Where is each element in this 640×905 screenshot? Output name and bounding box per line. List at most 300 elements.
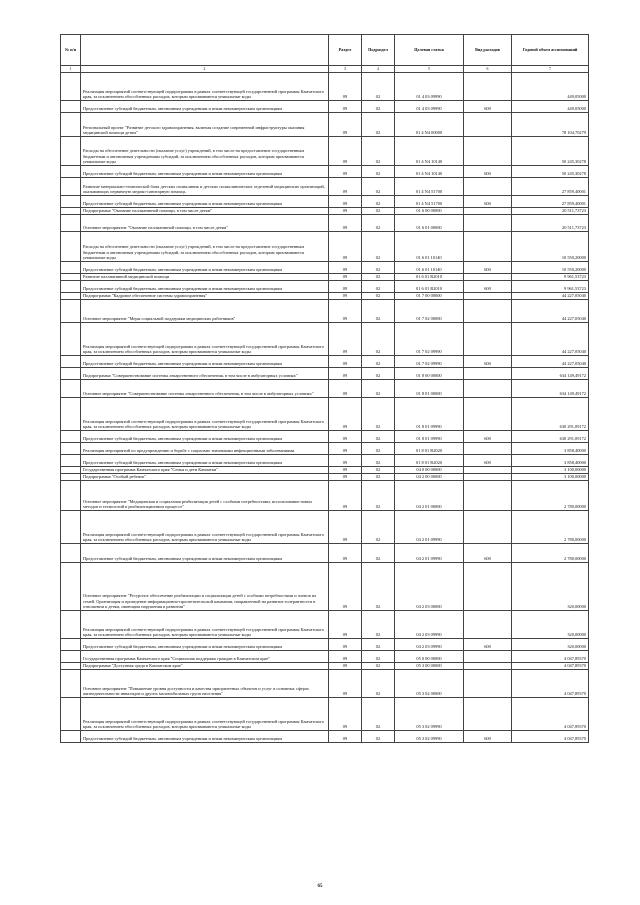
row-target-article: 01 8 01 R2020	[395, 455, 464, 467]
row-subsection: 02	[362, 431, 395, 443]
row-amount: 4 047,89370	[512, 731, 589, 743]
row-target-article: 01 6 01 R2010	[395, 274, 464, 281]
row-expense-type: 600	[464, 101, 512, 113]
row-number	[61, 398, 81, 431]
row-name: Региональный проект "Развитие детского здравоохранения, включая создание современной инфраструктуры оказания медицинской помощи детям"	[81, 113, 329, 137]
row-subsection: 02	[362, 474, 395, 481]
row-expense-type	[464, 651, 512, 663]
row-name: Реализация мероприятий соответствующей подпрограммы в рамках соответствующей государственной программы Камчатского края, за исключением обособленных расходов, которым присваиваются уникальные коды	[81, 611, 329, 639]
row-target-article: 01 4 N4 51700	[395, 178, 464, 196]
row-amount: 4 047,89370	[512, 670, 589, 698]
row-amount: 4 047,89370	[512, 663, 589, 670]
row-number	[61, 544, 81, 563]
col-header-section: Раздел	[329, 35, 362, 66]
row-section: 09	[329, 113, 362, 137]
row-amount: 2 780,00000	[512, 511, 589, 544]
row-section: 09	[329, 639, 362, 651]
row-name: Основное мероприятие "Оказание паллиативной помощи, в том числе детям"	[81, 215, 329, 232]
row-amount: 2 780,00000	[512, 481, 589, 511]
row-subsection: 02	[362, 544, 395, 563]
row-expense-type	[464, 698, 512, 731]
row-name: Реализация мероприятий соответствующей подпрограммы в рамках соответствующей государственной программы Камчатского края, за исключением обособленных расходов, которым присваиваются уникальные коды	[81, 398, 329, 431]
row-expense-type	[464, 368, 512, 380]
row-subsection: 02	[362, 356, 395, 368]
table-row	[61, 356, 589, 368]
row-expense-type	[464, 323, 512, 356]
row-name: Основное мероприятие "Совершенствование системы лекарственного обеспечения, в том числе в амбулаторных условиях"	[81, 380, 329, 398]
col-header-name	[81, 35, 329, 66]
row-number	[61, 196, 81, 208]
row-amount: 44 227,05040	[512, 300, 589, 323]
row-amount: 3 100,00000	[512, 467, 589, 474]
row-subsection: 02	[362, 651, 395, 663]
row-section: 09	[329, 368, 362, 380]
row-target-article: 01 7 02 00000	[395, 300, 464, 323]
column-number-row	[61, 66, 589, 73]
row-target-article: 04 2 03 00000	[395, 563, 464, 611]
row-expense-type	[464, 481, 512, 511]
row-expense-type	[464, 137, 512, 166]
row-target-article: 01 4 03 09990	[395, 101, 464, 113]
col-header-annual-amount: Годовой объем ассигнований	[512, 35, 589, 66]
row-subsection: 02	[362, 281, 395, 293]
row-amount: 10 550,20000	[512, 232, 589, 262]
row-expense-type: 600	[464, 166, 512, 178]
table-row	[61, 455, 589, 467]
row-section: 09	[329, 215, 362, 232]
row-amount: 78 104,70279	[512, 113, 589, 137]
row-amount: 50 245,30278	[512, 137, 589, 166]
row-target-article: 01 6 01 10140	[395, 232, 464, 262]
row-amount: 3 858,40000	[512, 443, 589, 455]
row-number	[61, 262, 81, 274]
row-name: Предоставление субсидий бюджетным, автономным учреждениям и иным некоммерческим организациям	[81, 101, 329, 113]
row-amount: 20 511,73723	[512, 215, 589, 232]
row-amount: 3 858,40000	[512, 455, 589, 467]
row-target-article: 01 8 01 09990	[395, 398, 464, 431]
row-section: 09	[329, 698, 362, 731]
page-number: 65	[317, 884, 323, 889]
row-target-article: 01 6 01 10140	[395, 262, 464, 274]
row-target-article: 04 2 01 00000	[395, 481, 464, 511]
row-section: 09	[329, 481, 362, 511]
row-name: Подпрограмма "Кадровое обеспечение системы здравоохранения"	[81, 293, 329, 300]
row-expense-type	[464, 398, 512, 431]
row-number	[61, 443, 81, 455]
budget-page	[60, 34, 588, 743]
row-name: Развитие материально-технической базы детских поликлиник и детских поликлинических отделений медицинских организаций, оказывающих первичную медико-санитарную помощь	[81, 178, 329, 196]
row-expense-type	[464, 474, 512, 481]
row-expense-type	[464, 611, 512, 639]
row-target-article: 05 3 02 09990	[395, 731, 464, 743]
row-expense-type: 600	[464, 196, 512, 208]
row-section: 09	[329, 474, 362, 481]
row-name: Расходы на обеспечение деятельности (оказание услуг) учреждений, в том числе на предоставление государственным бюджетным и автономным учреждениям субсидий, за исключением обособленных расходов, которым присваиваются уникальные коды	[81, 137, 329, 166]
row-name: Реализация мероприятий соответствующей подпрограммы в рамках соответствующей государственной программы Камчатского края, за исключением обособленных расходов, которым присваиваются уникальные коды	[81, 511, 329, 544]
row-number	[61, 73, 81, 101]
row-number	[61, 215, 81, 232]
row-subsection: 02	[362, 137, 395, 166]
row-amount: 9 961,53723	[512, 274, 589, 281]
column-number: 3	[329, 66, 362, 73]
row-subsection: 02	[362, 300, 395, 323]
row-name: Подпрограмма "Совершенствование системы лекарственного обеспечения, в том числе в амбулаторных условиях"	[81, 368, 329, 380]
row-number	[61, 731, 81, 743]
row-amount: 9 961,53723	[512, 281, 589, 293]
table-row	[61, 670, 589, 698]
row-amount: 320,00000	[512, 639, 589, 651]
row-subsection: 02	[362, 398, 395, 431]
row-target-article: 01 8 00 00000	[395, 368, 464, 380]
row-subsection: 02	[362, 178, 395, 196]
row-target-article: 01 8 01 00000	[395, 380, 464, 398]
row-section: 09	[329, 511, 362, 544]
row-subsection: 02	[362, 101, 395, 113]
row-expense-type	[464, 113, 512, 137]
column-number: 2	[81, 66, 329, 73]
row-section: 09	[329, 356, 362, 368]
row-section: 09	[329, 731, 362, 743]
row-subsection: 02	[362, 262, 395, 274]
table-row	[61, 731, 589, 743]
table-row	[61, 639, 589, 651]
table-row	[61, 380, 589, 398]
row-number	[61, 178, 81, 196]
row-name: Предоставление субсидий бюджетным, автономным учреждениям и иным некоммерческим организациям	[81, 262, 329, 274]
row-section: 09	[329, 208, 362, 215]
row-name: Предоставление субсидий бюджетным, автономным учреждениям и иным некоммерческим организациям	[81, 281, 329, 293]
row-section: 09	[329, 300, 362, 323]
row-amount: 4 047,89370	[512, 651, 589, 663]
row-section: 09	[329, 178, 362, 196]
row-number	[61, 698, 81, 731]
row-subsection: 02	[362, 455, 395, 467]
row-expense-type	[464, 380, 512, 398]
row-amount: 50 245,30278	[512, 166, 589, 178]
row-target-article: 04 2 01 09990	[395, 511, 464, 544]
row-name: Основное мероприятие "Медицинская и социальная реабилитация детей с особыми потребностями, использование новых методов и технологий в реабилитационном процессе"	[81, 481, 329, 511]
row-section: 09	[329, 323, 362, 356]
row-name: Основное мероприятие "Ресурсное обеспечение реабилитации и социализации детей с особыми потребностями и членов их семей. Организация и проведение информационно-просветительской кампании, направленной на развитие толерантности в отношении к детям, имеющим нарушения в развитии"	[81, 563, 329, 611]
row-amount: 27 859,40001	[512, 196, 589, 208]
column-number: 7	[512, 66, 589, 73]
row-section: 09	[329, 651, 362, 663]
table-row	[61, 474, 589, 481]
row-amount: 634 149,49172	[512, 368, 589, 380]
row-subsection: 02	[362, 323, 395, 356]
row-target-article: 04 0 00 00000	[395, 467, 464, 474]
row-expense-type	[464, 467, 512, 474]
row-name: Государственная программа Камчатского края "Семья и дети Камчатки"	[81, 467, 329, 474]
row-number	[61, 208, 81, 215]
row-section: 09	[329, 293, 362, 300]
row-section: 09	[329, 232, 362, 262]
row-expense-type	[464, 232, 512, 262]
table-row	[61, 368, 589, 380]
row-name: Основное мероприятие "Повышение уровня доступности и качества приоритетных объектов и услуг в основных сферах жизнедеятельности инвалидов и других маломобильных групп населения"	[81, 670, 329, 698]
row-target-article: 05 3 02 09990	[395, 698, 464, 731]
column-number: 5	[395, 66, 464, 73]
table-row	[61, 563, 589, 611]
row-expense-type	[464, 293, 512, 300]
table-row	[61, 323, 589, 356]
row-expense-type: 600	[464, 262, 512, 274]
row-subsection: 02	[362, 467, 395, 474]
row-target-article: 01 7 00 00000	[395, 293, 464, 300]
row-number	[61, 431, 81, 443]
row-number	[61, 293, 81, 300]
row-subsection: 02	[362, 166, 395, 178]
table-row	[61, 511, 589, 544]
row-section: 09	[329, 73, 362, 101]
row-expense-type	[464, 443, 512, 455]
row-amount: 449,05000	[512, 101, 589, 113]
row-expense-type	[464, 511, 512, 544]
table-row	[61, 481, 589, 511]
row-subsection: 02	[362, 215, 395, 232]
row-name: Подпрограмма "Особый ребенок"	[81, 474, 329, 481]
row-expense-type: 600	[464, 455, 512, 467]
row-name: Реализация мероприятий соответствующей подпрограммы в рамках соответствующей государственной программы Камчатского края, за исключением обособленных расходов, которым присваиваются уникальные коды	[81, 73, 329, 101]
column-number: 4	[362, 66, 395, 73]
row-number	[61, 663, 81, 670]
column-number: 1	[61, 66, 81, 73]
row-amount: 634 149,49172	[512, 380, 589, 398]
row-number	[61, 300, 81, 323]
row-expense-type: 600	[464, 356, 512, 368]
row-subsection: 02	[362, 481, 395, 511]
row-section: 09	[329, 398, 362, 431]
row-number	[61, 113, 81, 137]
table-row	[61, 274, 589, 281]
row-number	[61, 232, 81, 262]
row-section: 09	[329, 166, 362, 178]
row-expense-type: 600	[464, 431, 512, 443]
row-subsection: 02	[362, 670, 395, 698]
row-section: 09	[329, 563, 362, 611]
table-row	[61, 544, 589, 563]
row-number	[61, 281, 81, 293]
row-subsection: 02	[362, 380, 395, 398]
row-number	[61, 670, 81, 698]
row-section: 09	[329, 663, 362, 670]
row-number	[61, 467, 81, 474]
row-expense-type: 600	[464, 281, 512, 293]
col-header-number: № п/п	[61, 35, 81, 66]
row-name: Расходы на обеспечение деятельности (оказание услуг) учреждений, в том числе на предоставление государственным бюджетным и автономным учреждениям субсидий, за исключением обособленных расходов, которым присваиваются уникальные коды	[81, 232, 329, 262]
row-amount: 3 100,00000	[512, 474, 589, 481]
row-amount: 44 227,05040	[512, 356, 589, 368]
row-number	[61, 481, 81, 511]
table-row	[61, 137, 589, 166]
row-number	[61, 651, 81, 663]
row-name: Подпрограмма "Оказание паллиативной помощи, в том числе детям"	[81, 208, 329, 215]
row-target-article: 01 6 00 00000	[395, 208, 464, 215]
row-target-article: 05 0 00 00000	[395, 651, 464, 663]
row-amount: 630 291,09172	[512, 431, 589, 443]
row-subsection: 02	[362, 196, 395, 208]
row-number	[61, 323, 81, 356]
row-target-article: 04 2 03 09990	[395, 639, 464, 651]
row-target-article: 01 8 01 09990	[395, 431, 464, 443]
row-target-article: 01 4 N4 10140	[395, 166, 464, 178]
row-amount: 44 227,05040	[512, 323, 589, 356]
row-number	[61, 101, 81, 113]
row-subsection: 02	[362, 563, 395, 611]
row-name: Реализация мероприятий по предупреждению и борьбе с социально значимыми инфекционными заболеваниями	[81, 443, 329, 455]
row-number	[61, 455, 81, 467]
column-number: 6	[464, 66, 512, 73]
table-row	[61, 443, 589, 455]
row-subsection: 02	[362, 698, 395, 731]
row-amount: 320,00000	[512, 611, 589, 639]
row-expense-type: 600	[464, 731, 512, 743]
row-subsection: 02	[362, 208, 395, 215]
row-subsection: 02	[362, 274, 395, 281]
row-subsection: 02	[362, 663, 395, 670]
row-target-article: 01 4 N4 10140	[395, 137, 464, 166]
row-section: 09	[329, 274, 362, 281]
row-target-article: 01 4 03 09990	[395, 73, 464, 101]
row-subsection: 02	[362, 232, 395, 262]
row-section: 09	[329, 196, 362, 208]
table-row	[61, 232, 589, 262]
row-number	[61, 380, 81, 398]
table-row	[61, 698, 589, 731]
row-subsection: 02	[362, 731, 395, 743]
row-amount: 10 550,20000	[512, 262, 589, 274]
row-subsection: 02	[362, 293, 395, 300]
row-target-article: 01 4 N4 51700	[395, 196, 464, 208]
row-target-article: 05 3 02 00000	[395, 670, 464, 698]
row-name: Подпрограмма "Доступная среда в Камчатском крае"	[81, 663, 329, 670]
row-expense-type	[464, 208, 512, 215]
row-expense-type	[464, 670, 512, 698]
table-row	[61, 196, 589, 208]
row-target-article: 05 3 00 00000	[395, 663, 464, 670]
row-target-article: 01 6 01 00000	[395, 215, 464, 232]
table-row	[61, 281, 589, 293]
row-section: 09	[329, 262, 362, 274]
table-row	[61, 651, 589, 663]
row-subsection: 02	[362, 368, 395, 380]
budget-table	[60, 34, 589, 743]
col-header-expense-type: Вид расходов	[464, 35, 512, 66]
row-expense-type	[464, 274, 512, 281]
table-row	[61, 611, 589, 639]
row-name: Реализация мероприятий соответствующей подпрограммы в рамках соответствующей государственной программы Камчатского края, за исключением обособленных расходов, которым присваиваются уникальные коды	[81, 323, 329, 356]
row-expense-type: 600	[464, 544, 512, 563]
col-header-target-article: Целевая статья	[395, 35, 464, 66]
table-row	[61, 293, 589, 300]
table-row	[61, 215, 589, 232]
row-number	[61, 474, 81, 481]
row-target-article: 01 6 01 R2010	[395, 281, 464, 293]
row-name: Предоставление субсидий бюджетным, автономным учреждениям и иным некоммерческим организациям	[81, 544, 329, 563]
row-section: 09	[329, 611, 362, 639]
row-section: 09	[329, 544, 362, 563]
row-target-article: 01 4 N4 00000	[395, 113, 464, 137]
row-name: Предоставление субсидий бюджетным, автономным учреждениям и иным некоммерческим организациям	[81, 731, 329, 743]
row-section: 09	[329, 431, 362, 443]
row-expense-type	[464, 178, 512, 196]
row-name: Предоставление субсидий бюджетным, автономным учреждениям и иным некоммерческим организациям	[81, 431, 329, 443]
row-expense-type: 600	[464, 639, 512, 651]
row-name: Реализация мероприятий соответствующей подпрограммы в рамках соответствующей государственной программы Камчатского края, за исключением обособленных расходов, которым присваиваются уникальные коды	[81, 698, 329, 731]
row-number	[61, 166, 81, 178]
row-amount: 630 291,09172	[512, 398, 589, 431]
row-subsection: 02	[362, 113, 395, 137]
row-amount: 44 227,05040	[512, 293, 589, 300]
row-name: Основное мероприятие "Меры социальной поддержки медицинских работников"	[81, 300, 329, 323]
row-amount: 2 780,00000	[512, 544, 589, 563]
table-row	[61, 208, 589, 215]
row-target-article: 01 7 02 09990	[395, 356, 464, 368]
row-name: Предоставление субсидий бюджетным, автономным учреждениям и иным некоммерческим организациям	[81, 196, 329, 208]
row-subsection: 02	[362, 443, 395, 455]
row-name: Государственная программа Камчатского края "Социальная поддержка граждан в Камчатском крае"	[81, 651, 329, 663]
row-section: 09	[329, 455, 362, 467]
row-amount: 20 511,73723	[512, 208, 589, 215]
row-section: 09	[329, 467, 362, 474]
table-row	[61, 262, 589, 274]
row-expense-type	[464, 663, 512, 670]
row-expense-type	[464, 300, 512, 323]
row-subsection: 02	[362, 611, 395, 639]
table-row	[61, 300, 589, 323]
row-section: 09	[329, 137, 362, 166]
table-header-row	[61, 35, 589, 66]
row-subsection: 02	[362, 73, 395, 101]
table-body	[61, 73, 589, 743]
row-expense-type	[464, 563, 512, 611]
table-row	[61, 73, 589, 101]
row-number	[61, 611, 81, 639]
row-section: 09	[329, 101, 362, 113]
row-number	[61, 137, 81, 166]
table-row	[61, 101, 589, 113]
row-section: 09	[329, 443, 362, 455]
row-target-article: 04 2 01 09990	[395, 544, 464, 563]
table-row	[61, 467, 589, 474]
row-target-article: 04 2 03 09990	[395, 611, 464, 639]
table-row	[61, 431, 589, 443]
row-number	[61, 356, 81, 368]
table-row	[61, 178, 589, 196]
table-row	[61, 663, 589, 670]
row-target-article: 01 8 01 R2020	[395, 443, 464, 455]
row-subsection: 02	[362, 511, 395, 544]
row-number	[61, 511, 81, 544]
row-number	[61, 639, 81, 651]
row-target-article: 01 7 02 09990	[395, 323, 464, 356]
row-name: Предоставление субсидий бюджетным, автономным учреждениям и иным некоммерческим организациям	[81, 166, 329, 178]
row-expense-type	[464, 73, 512, 101]
row-number	[61, 274, 81, 281]
row-amount: 27 859,40001	[512, 178, 589, 196]
row-expense-type	[464, 215, 512, 232]
row-name: Развитие паллиативной медицинской помощи	[81, 274, 329, 281]
row-target-article: 04 2 00 00000	[395, 474, 464, 481]
row-section: 09	[329, 670, 362, 698]
row-amount: 4 047,89370	[512, 698, 589, 731]
row-number	[61, 563, 81, 611]
row-section: 09	[329, 281, 362, 293]
row-number	[61, 368, 81, 380]
col-header-subsection: Подраздел	[362, 35, 395, 66]
row-amount: 449,05000	[512, 73, 589, 101]
row-section: 09	[329, 380, 362, 398]
